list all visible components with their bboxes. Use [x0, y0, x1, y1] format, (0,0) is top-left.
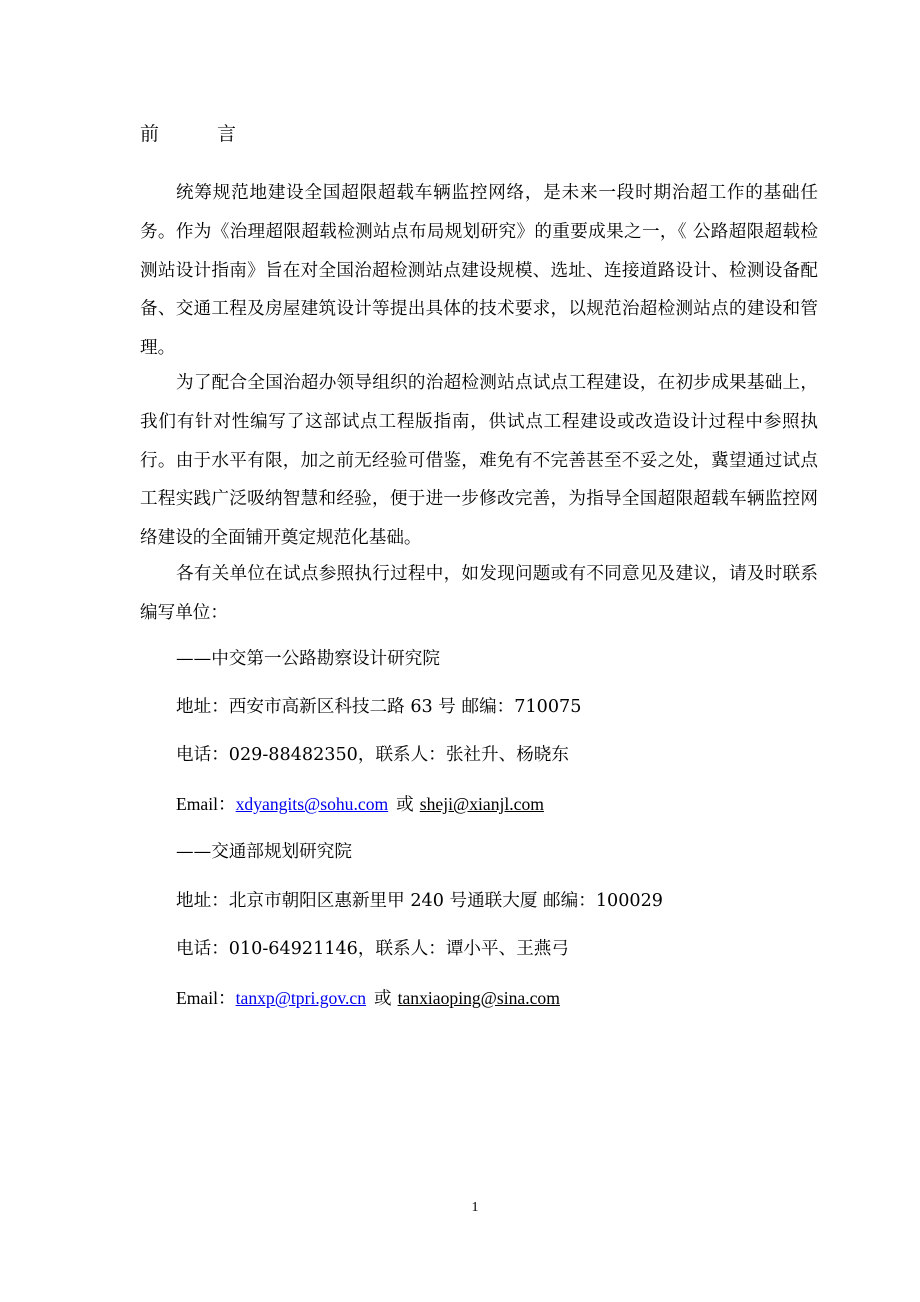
email-text-sheji: sheji@xianjl.com	[419, 794, 544, 814]
contact-org-2: ——交通部规划研究院	[176, 842, 352, 862]
contact-phone-2: 电话：010-64921146，联系人：谭小平、王燕弓	[176, 939, 569, 959]
contact-address-2: 地址：北京市朝阳区惠新里甲 240 号通联大厦 邮编：100029	[176, 891, 663, 911]
contact-email-row-2	[176, 984, 560, 1013]
page-title: 前 言	[140, 123, 263, 145]
contact-email-row-1	[176, 790, 544, 819]
page-number: 1	[471, 1200, 479, 1215]
paragraph-feedback: 各有关单位在试点参照执行过程中，如发现问题或有不同意见及建议，请及时联系编写单位：	[140, 564, 818, 623]
email-link-tanxp[interactable]: tanxp@tpri.gov.cn	[235, 988, 366, 1008]
email-text-tanxiaoping: tanxiaoping@sina.com	[397, 988, 560, 1008]
email-label: Email：	[176, 794, 236, 814]
email-link-xdyangits[interactable]: xdyangits@sohu.com	[235, 794, 389, 814]
contact-phone-1: 电话：029-88482350，联系人：张社升、杨晓东	[176, 745, 569, 765]
contact-org-1: ——中交第一公路勘察设计研究院	[176, 649, 440, 669]
email-or-separator: 或	[396, 795, 414, 815]
email-or-separator: 或	[374, 989, 392, 1009]
paragraph-intro: 统筹规范地建设全国超限超载车辆监控网络，是未来一段时期治超工作的基础任务。作为《治理超限超载检测站点布局规划研究》的重要成果之一，《 公路超限超载检测站设计指南》旨在对全国治超检测站点建设规模、选址、连接道路设计、检测设备配备、交通工程及房屋建筑设计等提出具体的技术要求，以规范治超检测站点的建设和管理。	[140, 183, 818, 359]
email-label: Email：	[176, 988, 236, 1008]
paragraph-purpose: 为了配合全国治超办领导组织的治超检测站点试点工程建设，在初步成果基础上，我们有针对性编写了这部试点工程版指南，供试点工程建设或改造设计过程中参照执行。由于水平有限，加之前无经验可借鉴，难免有不完善甚至不妥之处，冀望通过试点工程实践广泛吸纳智慧和经验，便于进一步修改完善，为指导全国超限超载车辆监控网络建设的全面铺开奠定规范化基础。	[140, 373, 818, 549]
contact-address-1: 地址：西安市高新区科技二路 63 号 邮编：710075	[176, 697, 582, 717]
